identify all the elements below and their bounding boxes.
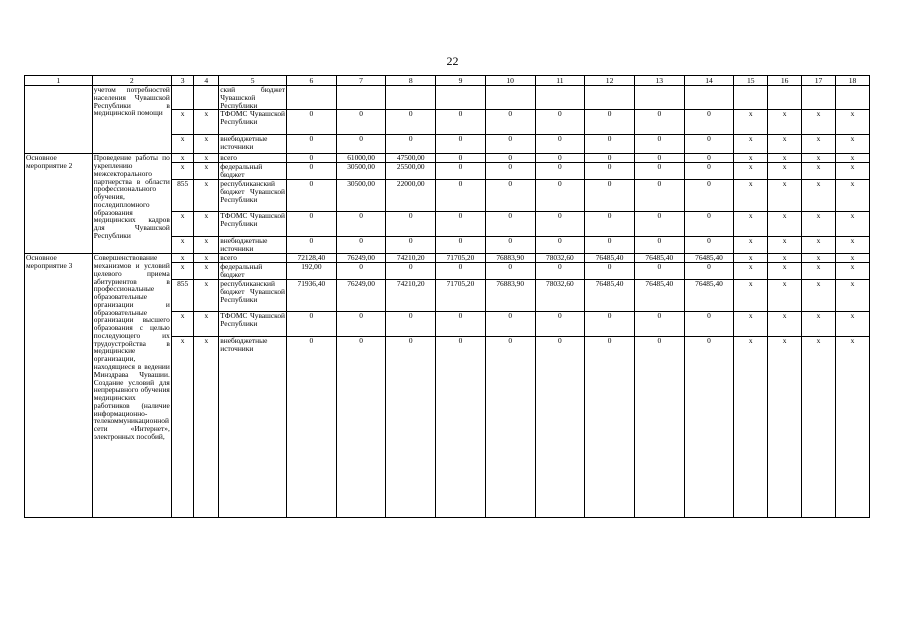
value-cell: 74210,20 [386, 254, 436, 263]
activity-description-cell: Совершенствование механизмов и условий целевого приема абитуриентов в профессиональные образовательные организации и образовательные организации высшего образования с целью последующего их трудоустройства в медицинские организации, находящиеся в ведении Минздрава Чувашии. Создание условий для непрерывного обучения медицинских работников (наличие информационно-телекоммуникационной сети «Интернет», электронных пособий, [92, 254, 171, 518]
value-cell: x [734, 254, 768, 263]
column-header: 17 [802, 76, 836, 86]
value-cell: 76485,40 [634, 280, 684, 312]
code-cell: x [171, 312, 194, 337]
value-cell [386, 86, 436, 110]
code-cell: x [171, 110, 194, 135]
code-cell: x [194, 312, 219, 337]
value-cell: 0 [436, 154, 486, 163]
value-cell: 0 [287, 180, 337, 212]
code-cell: x [194, 180, 219, 212]
value-cell: x [734, 154, 768, 163]
value-cell: 0 [585, 110, 635, 135]
code-cell: x [194, 110, 219, 135]
code-cell: x [171, 154, 194, 163]
column-header: 4 [194, 76, 219, 86]
table-row [25, 254, 870, 263]
table-row [25, 154, 870, 163]
value-cell: x [802, 337, 836, 518]
value-cell: 0 [386, 212, 436, 237]
value-cell: 0 [485, 212, 535, 237]
column-header: 14 [684, 76, 734, 86]
code-cell [171, 86, 194, 110]
value-cell [684, 86, 734, 110]
value-cell: 0 [436, 212, 486, 237]
value-cell: 0 [585, 212, 635, 237]
value-cell: 0 [336, 212, 386, 237]
value-cell: 76883,90 [485, 254, 535, 263]
activity-name-cell: Основное мероприятие 2 [25, 154, 93, 254]
funding-source-cell: федеральный бюджет [219, 263, 287, 280]
activity-description-cell: Проведение работы по укреплению межсекторального партнерства в области профессионального обучения, последипломного образования медицинских кадров для Чувашской Республики [92, 154, 171, 254]
column-header: 11 [535, 76, 585, 86]
value-cell: x [768, 263, 802, 280]
value-cell [535, 86, 585, 110]
value-cell: 0 [684, 337, 734, 518]
value-cell: x [802, 237, 836, 254]
value-cell: 0 [535, 263, 585, 280]
value-cell: 0 [287, 154, 337, 163]
value-cell: x [802, 135, 836, 154]
value-cell: 0 [535, 180, 585, 212]
value-cell: 72128,40 [287, 254, 337, 263]
value-cell: x [835, 163, 869, 180]
code-cell: x [171, 135, 194, 154]
code-cell: x [194, 280, 219, 312]
value-cell: x [768, 280, 802, 312]
value-cell: 76485,40 [585, 254, 635, 263]
value-cell: x [734, 212, 768, 237]
value-cell: 0 [535, 110, 585, 135]
value-cell: 0 [485, 110, 535, 135]
value-cell: x [768, 212, 802, 237]
value-cell: 76485,40 [634, 254, 684, 263]
value-cell: 0 [436, 312, 486, 337]
value-cell: 0 [436, 110, 486, 135]
column-header: 7 [336, 76, 386, 86]
column-header: 5 [219, 76, 287, 86]
value-cell: x [768, 337, 802, 518]
value-cell: x [835, 312, 869, 337]
column-header: 13 [634, 76, 684, 86]
value-cell: 76485,40 [684, 280, 734, 312]
value-cell: 0 [436, 135, 486, 154]
code-cell: 855 [171, 180, 194, 212]
activity-name-cell [25, 86, 93, 154]
value-cell: 0 [535, 135, 585, 154]
value-cell: 47500,00 [386, 154, 436, 163]
value-cell: x [835, 280, 869, 312]
value-cell: x [734, 237, 768, 254]
code-cell: x [194, 237, 219, 254]
value-cell: 0 [585, 237, 635, 254]
funding-source-cell: республиканский бюджет Чувашской Республики [219, 280, 287, 312]
value-cell: 0 [336, 110, 386, 135]
value-cell: 0 [585, 337, 635, 518]
value-cell: 0 [634, 110, 684, 135]
value-cell: x [835, 263, 869, 280]
value-cell: 0 [634, 263, 684, 280]
table-row [25, 86, 870, 110]
value-cell: 0 [585, 163, 635, 180]
value-cell: x [835, 135, 869, 154]
value-cell: x [768, 110, 802, 135]
value-cell: 0 [336, 135, 386, 154]
value-cell: 71705,20 [436, 254, 486, 263]
value-cell: 0 [634, 180, 684, 212]
value-cell [734, 86, 768, 110]
value-cell: 30500,00 [336, 163, 386, 180]
funding-source-cell: всего [219, 154, 287, 163]
value-cell: 0 [485, 135, 535, 154]
value-cell: 0 [634, 312, 684, 337]
value-cell: 0 [287, 163, 337, 180]
header-row [25, 76, 870, 86]
value-cell: x [734, 263, 768, 280]
code-cell: x [194, 163, 219, 180]
funding-source-cell: ТФОМС Чувашской Республики [219, 312, 287, 337]
value-cell [835, 86, 869, 110]
value-cell: 0 [585, 263, 635, 280]
column-header: 10 [485, 76, 535, 86]
value-cell: x [734, 337, 768, 518]
value-cell [634, 86, 684, 110]
value-cell: 0 [287, 312, 337, 337]
value-cell: x [768, 154, 802, 163]
value-cell: 71705,20 [436, 280, 486, 312]
value-cell: 0 [684, 212, 734, 237]
value-cell: 76883,90 [485, 280, 535, 312]
value-cell: x [734, 110, 768, 135]
code-cell: x [171, 254, 194, 263]
value-cell: x [768, 237, 802, 254]
funding-source-cell: внебюджетные источники [219, 237, 287, 254]
value-cell: 0 [436, 237, 486, 254]
value-cell: x [835, 154, 869, 163]
code-cell: x [171, 263, 194, 280]
funding-source-cell: внебюджетные источники [219, 337, 287, 518]
value-cell: 0 [386, 312, 436, 337]
column-header: 3 [171, 76, 194, 86]
funding-source-cell: ТФОМС Чувашской Республики [219, 212, 287, 237]
value-cell: 0 [386, 135, 436, 154]
value-cell: x [802, 110, 836, 135]
value-cell: 0 [684, 135, 734, 154]
code-cell: x [171, 163, 194, 180]
funding-source-cell: республиканский бюджет Чувашской Республики [219, 180, 287, 212]
value-cell [436, 86, 486, 110]
value-cell: 0 [684, 154, 734, 163]
value-cell: 0 [436, 263, 486, 280]
value-cell: x [835, 237, 869, 254]
value-cell: x [768, 163, 802, 180]
value-cell: 61000,00 [336, 154, 386, 163]
funding-source-cell: всего [219, 254, 287, 263]
value-cell: 0 [634, 154, 684, 163]
value-cell: x [734, 163, 768, 180]
value-cell: 0 [684, 312, 734, 337]
value-cell: x [768, 135, 802, 154]
value-cell: 0 [436, 180, 486, 212]
value-cell: x [802, 263, 836, 280]
value-cell: 0 [386, 110, 436, 135]
value-cell: x [835, 110, 869, 135]
value-cell: 0 [585, 135, 635, 154]
funding-source-cell: федеральный бюджет [219, 163, 287, 180]
column-header: 2 [92, 76, 171, 86]
funding-source-cell: внебюджетные источники [219, 135, 287, 154]
value-cell: 192,00 [287, 263, 337, 280]
column-header: 8 [386, 76, 436, 86]
value-cell: 0 [436, 337, 486, 518]
value-cell: 0 [585, 312, 635, 337]
code-cell [194, 86, 219, 110]
value-cell: 0 [336, 263, 386, 280]
value-cell: 0 [287, 237, 337, 254]
value-cell: 0 [287, 212, 337, 237]
value-cell: x [802, 254, 836, 263]
value-cell: 0 [386, 337, 436, 518]
value-cell: 0 [287, 135, 337, 154]
value-cell: 0 [634, 135, 684, 154]
value-cell: 0 [386, 237, 436, 254]
value-cell: 0 [485, 237, 535, 254]
code-cell: x [194, 254, 219, 263]
value-cell: x [802, 312, 836, 337]
column-header: 9 [436, 76, 486, 86]
value-cell: x [802, 280, 836, 312]
column-header: 18 [835, 76, 869, 86]
value-cell [802, 86, 836, 110]
value-cell: 0 [684, 163, 734, 180]
value-cell: x [835, 254, 869, 263]
value-cell: x [734, 180, 768, 212]
value-cell: 0 [386, 263, 436, 280]
value-cell [336, 86, 386, 110]
column-header: 16 [768, 76, 802, 86]
value-cell: 0 [535, 154, 585, 163]
value-cell: 0 [485, 337, 535, 518]
value-cell: 0 [684, 180, 734, 212]
column-header: 6 [287, 76, 337, 86]
value-cell: 0 [535, 212, 585, 237]
column-header: 1 [25, 76, 93, 86]
value-cell: x [734, 135, 768, 154]
value-cell: 0 [336, 237, 386, 254]
value-cell: 0 [684, 110, 734, 135]
value-cell: x [734, 312, 768, 337]
value-cell: 0 [485, 263, 535, 280]
value-cell: 0 [287, 110, 337, 135]
code-cell: x [194, 337, 219, 518]
value-cell: 0 [436, 163, 486, 180]
code-cell: x [194, 154, 219, 163]
column-header: 15 [734, 76, 768, 86]
value-cell: 0 [585, 180, 635, 212]
value-cell: 0 [535, 312, 585, 337]
activity-name-cell: Основное мероприятие 3 [25, 254, 93, 518]
value-cell [485, 86, 535, 110]
value-cell: 0 [585, 154, 635, 163]
value-cell: 0 [535, 237, 585, 254]
value-cell: 78032,60 [535, 280, 585, 312]
value-cell: 0 [634, 212, 684, 237]
funding-source-cell: ТФОМС Чувашской Республики [219, 110, 287, 135]
value-cell: 0 [485, 312, 535, 337]
budget-table [24, 75, 870, 518]
value-cell: 0 [684, 237, 734, 254]
value-cell: 74210,20 [386, 280, 436, 312]
value-cell: 76249,00 [336, 254, 386, 263]
code-cell: x [194, 263, 219, 280]
value-cell: 76485,40 [585, 280, 635, 312]
value-cell: x [768, 254, 802, 263]
value-cell: 0 [634, 237, 684, 254]
code-cell: x [171, 237, 194, 254]
value-cell [768, 86, 802, 110]
page-number: 22 [446, 54, 459, 68]
column-header: 12 [585, 76, 635, 86]
value-cell: 0 [287, 337, 337, 518]
value-cell: 76485,40 [684, 254, 734, 263]
value-cell: 0 [485, 154, 535, 163]
value-cell: 25500,00 [386, 163, 436, 180]
value-cell [585, 86, 635, 110]
value-cell: x [802, 154, 836, 163]
value-cell: 0 [634, 337, 684, 518]
value-cell: 0 [634, 163, 684, 180]
value-cell: 0 [336, 312, 386, 337]
code-cell: x [194, 212, 219, 237]
value-cell: 0 [485, 163, 535, 180]
code-cell: x [194, 135, 219, 154]
activity-description-cell: учетом потребностей населения Чувашской Республики в медицинской помощи [92, 86, 171, 154]
value-cell: 0 [535, 163, 585, 180]
value-cell: x [734, 280, 768, 312]
value-cell: 22000,00 [386, 180, 436, 212]
value-cell: 71936,40 [287, 280, 337, 312]
value-cell: 0 [336, 337, 386, 518]
value-cell: 78032,60 [535, 254, 585, 263]
code-cell: 855 [171, 280, 194, 312]
value-cell: x [835, 180, 869, 212]
value-cell: x [802, 180, 836, 212]
value-cell: 0 [535, 337, 585, 518]
value-cell [287, 86, 337, 110]
code-cell: x [171, 337, 194, 518]
value-cell: x [768, 180, 802, 212]
value-cell: x [802, 212, 836, 237]
code-cell: x [171, 212, 194, 237]
value-cell: 30500,00 [336, 180, 386, 212]
funding-source-cell: ский бюджет Чувашской Республики [220, 85, 286, 110]
value-cell: 76249,00 [336, 280, 386, 312]
value-cell: x [835, 212, 869, 237]
value-cell: x [835, 337, 869, 518]
value-cell: x [768, 312, 802, 337]
value-cell: 0 [485, 180, 535, 212]
value-cell: 0 [684, 263, 734, 280]
value-cell: x [802, 163, 836, 180]
